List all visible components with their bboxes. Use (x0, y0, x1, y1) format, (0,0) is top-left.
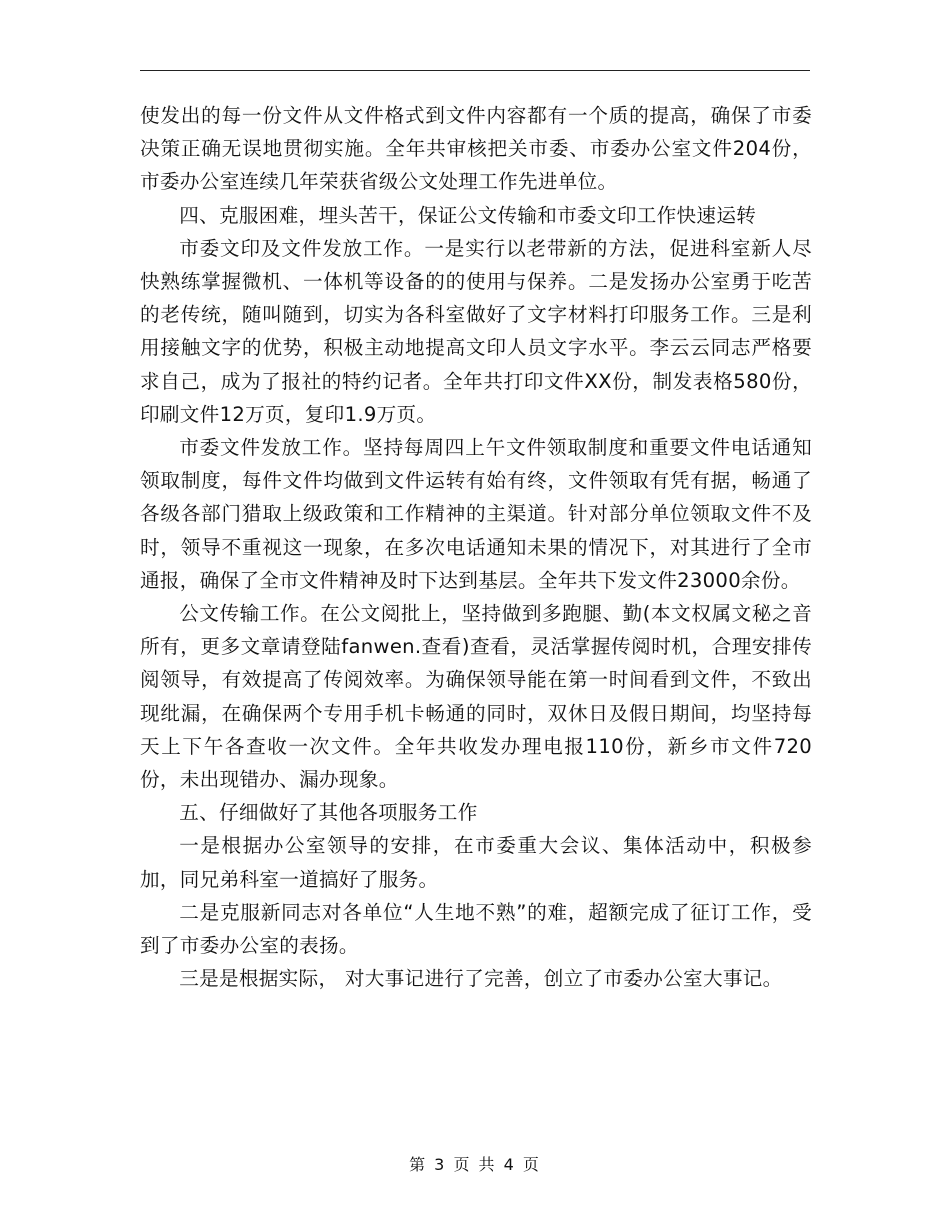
paragraph-item-2: 二是克服新同志对各单位“人生地不熟”的难，超额完成了征订工作，受到了市委办公室的表扬。 (140, 900, 812, 958)
header-rule (140, 70, 810, 71)
paragraph-transmission: 公文传输工作。在公文阅批上，坚持做到多跑腿、勤(本文权属文秘之音所有，更多文章请登陆fanwen.查看)查看，灵活掌握传阅时机，合理安排传阅领导，有效提高了传阅效率。为确保领导能在第一时间看到文件，不致出现纰漏，在确保两个专用手机卡畅通的同时，双休日及假日期间，均坚持每天上下午各查收一次文件。全年共收发办理电报110份，新乡市文件720份，未出现错办、漏办现象。 (140, 602, 812, 792)
section-heading-5: 五、仔细做好了其他各项服务工作 (179, 801, 478, 825)
body-text (140, 99, 812, 995)
page-number-footer: 第 3 页 共 4 页 (409, 1155, 541, 1174)
paragraph-printing: 市委文印及文件发放工作。一是实行以老带新的方法，促进科室新人尽快熟练掌握微机、一体机等设备的的使用与保养。二是发扬办公室勇于吃苦的老传统，随叫随到，切实为各科室做好了文字材料打印服务工作。三是利用接触文字的优势，积极主动地提高文印人员文字水平。李云云同志严格要求自己，成为了报社的特约记者。全年共打印文件XX份，制发表格580份，印刷文件12万页，复印1.9万页。 (140, 236, 812, 426)
paragraph-item-1: 一是根据办公室领导的安排，在市委重大会议、集体活动中，积极参加，同兄弟科室一道搞好了服务。 (140, 834, 812, 891)
paragraph-1: 使发出的每一份文件从文件格式到文件内容都有一个质的提高，确保了市委决策正确无误地贯彻实施。全年共审核把关市委、市委办公室文件204份，市委办公室连续几年荣获省级公文处理工作先进单位。 (140, 104, 812, 194)
paragraph-item-3: 三是是根据实际， 对大事记进行了完善，创立了市委办公室大事记。 (179, 967, 783, 991)
section-heading-4: 四、克服困难，埋头苦干，保证公文传输和市委文印工作快速运转 (179, 203, 757, 227)
paragraph-distribution: 市委文件发放工作。坚持每周四上午文件领取制度和重要文件电话通知领取制度，每件文件均做到文件运转有始有终，文件领取有凭有据，畅通了各级各部门猎取上级政策和工作精神的主渠道。针对部分单位领取文件不及时，领导不重视这一现象，在多次电话通知未果的情况下，对其进行了全市通报，确保了全市文件精神及时下达到基层。全年共下发文件23000余份。 (140, 436, 812, 592)
